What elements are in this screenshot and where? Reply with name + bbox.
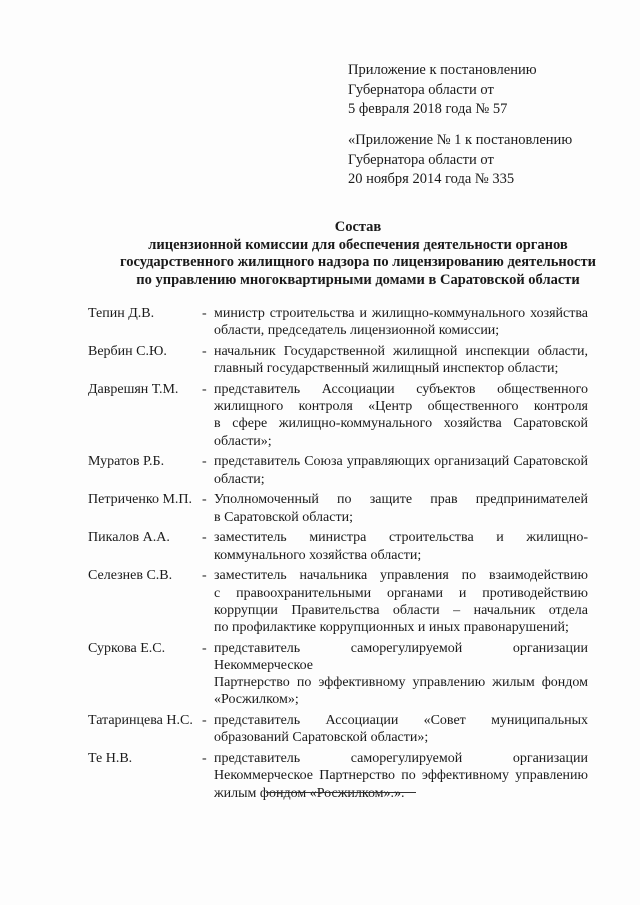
member-role-line: начальник Государственной жилищной инспекции области, <box>214 344 588 359</box>
appendix-line: Губернатора области от <box>348 151 494 168</box>
member-role-line: Уполномоченный по защите прав предпринимателей <box>214 492 588 508</box>
member-role <box>214 567 588 636</box>
commission-member <box>88 529 588 563</box>
member-name: Селезнев С.В. <box>88 568 173 584</box>
commission-member <box>88 491 588 525</box>
commission-member <box>88 343 588 377</box>
member-dash: - <box>202 751 207 767</box>
member-role-line: «Росжилком»; <box>214 692 299 708</box>
member-role <box>214 453 588 487</box>
title-line: лицензионной комиссии для обеспечения деятельности органов <box>148 236 568 253</box>
member-name: Вербин С.Ю. <box>88 344 167 359</box>
appendix-line: «Приложение № 1 к постановлению <box>348 132 573 148</box>
member-dash: - <box>202 454 207 470</box>
appendix-current-reference <box>348 61 537 120</box>
document-title <box>60 219 640 289</box>
member-role-line: области; <box>214 471 265 487</box>
member-role-line: представитель Союза управляющих организаций Саратовской <box>214 454 588 470</box>
appendix-original-reference <box>348 131 572 190</box>
appendix-line: 20 ноября 2014 года № 335 <box>348 171 515 187</box>
member-role <box>214 343 588 377</box>
member-role-line: Партнерство по эффективному управлению жилым фондом <box>214 675 588 691</box>
member-role <box>214 491 588 525</box>
member-role-line: заместитель министра строительства и жилищно- <box>214 530 588 546</box>
member-name: Муратов Р.Б. <box>88 454 165 470</box>
member-role-line: коммунального хозяйства области; <box>214 547 422 563</box>
member-role-line: по профилактике коррупционных и иных правонарушений; <box>214 620 569 636</box>
member-role <box>214 712 588 746</box>
member-role-line: представитель саморегулируемой организации Некоммерческое <box>214 640 588 674</box>
appendix-line: Губернатора области от <box>348 81 494 98</box>
member-role-line: с правоохранительными органами и противодействию <box>214 585 588 601</box>
appendix-line: 5 февраля 2018 года № 57 <box>348 101 508 117</box>
member-role-line: образований Саратовской области»; <box>214 730 429 746</box>
member-role <box>214 750 588 802</box>
member-role-line: в Саратовской области; <box>214 509 353 525</box>
member-name: Те Н.В. <box>88 751 133 767</box>
member-role-line: жилым фондом «Росжилком».». <box>214 785 405 801</box>
commission-member <box>88 712 588 746</box>
member-role-line: области»; <box>214 433 272 449</box>
member-role-line: представитель Ассоциации «Совет муниципальных <box>214 713 588 729</box>
member-dash: - <box>202 306 207 321</box>
end-rule <box>266 792 416 793</box>
member-role-line: министр строительства и жилищно-коммунального хозяйства <box>214 306 588 321</box>
member-dash: - <box>202 492 207 508</box>
member-role-line: представитель саморегулируемой организации <box>214 751 588 767</box>
commission-member <box>88 750 588 802</box>
member-dash: - <box>202 568 207 584</box>
member-role-line: жилищного контроля «Центр общественного контроля <box>214 399 588 415</box>
title-line: по управлению многоквартирными домами в Саратовской области <box>136 271 580 288</box>
member-role-line: представитель Ассоциации субъектов общественного <box>214 382 588 397</box>
member-role-line: Некоммерческое Партнерство по эффективному управлению <box>214 768 588 784</box>
title-line: государственного жилищного надзора по лицензированию деятельности <box>120 254 596 270</box>
title-line: Состав <box>334 219 382 235</box>
member-role-line: заместитель начальника управления по взаимодействию <box>214 568 588 584</box>
member-role <box>214 529 588 563</box>
member-role-line: главный государственный жилищный инспектор области; <box>214 361 559 377</box>
appendix-line: Приложение к постановлению <box>348 62 537 78</box>
member-dash: - <box>202 713 207 729</box>
commission-member <box>88 453 588 487</box>
member-name: Суркова Е.С. <box>88 640 166 656</box>
member-name: Татаринцева Н.С. <box>88 713 193 729</box>
member-name: Тепин Д.В. <box>88 306 155 321</box>
member-dash: - <box>202 382 207 397</box>
member-dash: - <box>202 640 207 656</box>
member-role <box>214 640 588 709</box>
commission-member <box>88 640 588 709</box>
member-name: Пикалов А.А. <box>88 530 170 546</box>
member-role-line: в сфере жилищно-коммунального хозяйства Саратовской <box>214 416 588 432</box>
commission-members-list <box>88 305 588 805</box>
member-role <box>214 381 588 450</box>
member-role-line: коррупции Правительства области – начальник отдела <box>214 602 588 618</box>
member-role-line: области, председатель лицензионной комиссии; <box>214 323 500 339</box>
commission-member <box>88 381 588 450</box>
member-dash: - <box>202 344 207 359</box>
member-dash: - <box>202 530 207 546</box>
commission-member <box>88 567 588 636</box>
member-name: Петриченко М.П. <box>88 492 193 508</box>
commission-member <box>88 305 588 339</box>
member-role <box>214 305 588 339</box>
member-name: Даврешян Т.М. <box>88 382 179 397</box>
